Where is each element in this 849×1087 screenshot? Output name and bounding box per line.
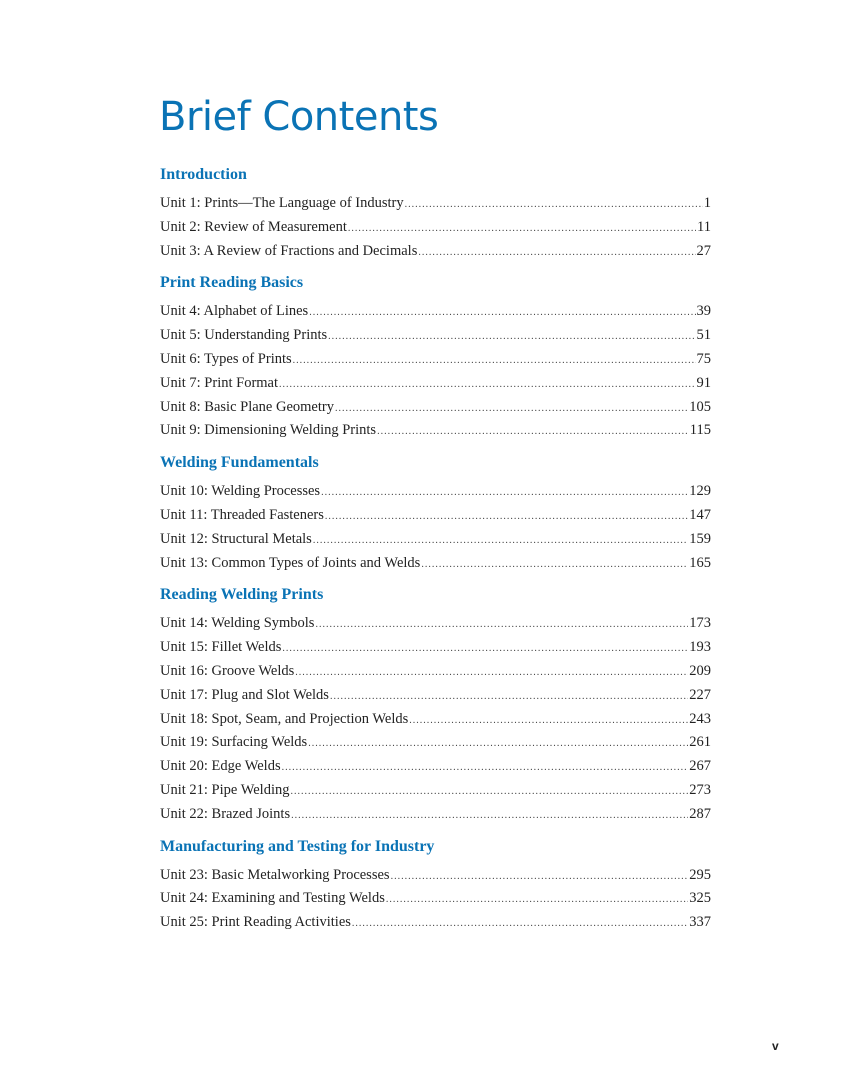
- toc-entry[interactable]: [160, 709, 711, 733]
- toc-entry-list: [160, 301, 711, 444]
- toc-entry-title: Unit 25: Print Reading Activities: [160, 914, 351, 931]
- toc-entry-title: Unit 13: Common Types of Joints and Welds: [160, 554, 421, 571]
- toc-entry-list: [160, 481, 711, 576]
- toc-entry[interactable]: [160, 661, 711, 685]
- section-heading: Introduction: [160, 166, 247, 183]
- toc-section: [160, 585, 711, 827]
- toc-entry-page-number: 39: [696, 303, 711, 320]
- dot-leader: [328, 327, 695, 347]
- toc-entry-title: Unit 2: Review of Measurement: [160, 218, 347, 235]
- toc-entry-page-number: 1: [703, 195, 711, 211]
- toc-entry-title: Unit 3: A Review of Fractions and Decimals: [160, 242, 418, 259]
- section-heading: Welding Fundamentals: [160, 454, 319, 472]
- dot-leader: [313, 531, 688, 551]
- toc-entry[interactable]: [160, 217, 711, 241]
- toc-entry-page-number: 91: [696, 374, 711, 391]
- toc-entry-title: Unit 7: Print Format: [160, 374, 279, 391]
- dot-leader: [409, 711, 688, 731]
- toc-entry-page-number: 243: [689, 710, 711, 727]
- toc-entry-page-number: 147: [689, 506, 711, 523]
- toc-entry-title: Unit 5: Understanding Prints: [160, 327, 328, 344]
- toc-entry[interactable]: [160, 349, 711, 373]
- toc-entry-page-number: 261: [689, 734, 711, 751]
- toc-entry-title: Unit 12: Structural Metals: [160, 530, 312, 547]
- dot-leader: [309, 303, 695, 323]
- toc-entry-title: Unit 18: Spot, Seam, and Projection Welds: [160, 710, 409, 727]
- dot-leader: [291, 806, 688, 826]
- toc-entry-page-number: 159: [689, 530, 711, 547]
- dot-leader: [421, 555, 688, 575]
- dot-leader: [295, 663, 688, 683]
- toc-entry-title: Unit 8: Basic Plane Geometry: [160, 398, 334, 415]
- toc-section: [160, 453, 711, 576]
- toc-entry-title: Unit 15: Fillet Welds: [160, 639, 282, 656]
- dot-leader: [348, 219, 696, 239]
- toc-entry[interactable]: [160, 685, 711, 709]
- toc-entry[interactable]: [160, 301, 711, 325]
- toc-entry-page-number: 129: [689, 483, 711, 500]
- dot-leader: [352, 914, 688, 934]
- toc-entry-page-number: 75: [696, 350, 711, 367]
- dot-leader: [405, 195, 703, 215]
- toc-entry[interactable]: [160, 780, 711, 804]
- toc-entry-title: Unit 6: Types of Prints: [160, 350, 292, 367]
- toc-entry[interactable]: [160, 325, 711, 349]
- toc-entry[interactable]: [160, 756, 711, 780]
- dot-leader: [282, 639, 688, 659]
- toc-entry-page-number: 337: [689, 914, 711, 931]
- toc-entry[interactable]: [160, 732, 711, 756]
- toc-entry[interactable]: [160, 865, 711, 889]
- dot-leader: [391, 867, 689, 887]
- toc-entry-title: Unit 10: Welding Processes: [160, 483, 321, 500]
- toc-entry-title: Unit 1: Prints—The Language of Industry: [160, 195, 404, 211]
- toc-entry-page-number: 193: [689, 639, 711, 656]
- table-of-contents: [160, 165, 711, 936]
- toc-entry-page-number: 267: [689, 758, 711, 775]
- toc-entry-title: Unit 19: Surfacing Welds: [160, 734, 308, 751]
- toc-entry-title: Unit 14: Welding Symbols: [160, 615, 315, 632]
- dot-leader: [290, 782, 688, 802]
- toc-section: [160, 837, 711, 936]
- toc-entry-page-number: 11: [697, 218, 711, 235]
- section-heading: Manufacturing and Testing for Industry: [160, 837, 435, 855]
- toc-entry-title: Unit 24: Examining and Testing Welds: [160, 890, 385, 907]
- dot-leader: [293, 351, 696, 371]
- toc-entry-title: Unit 9: Dimensioning Welding Prints: [160, 422, 377, 439]
- toc-entry-title: Unit 11: Threaded Fasteners: [160, 506, 324, 523]
- toc-entry[interactable]: [160, 553, 711, 577]
- toc-entry[interactable]: [160, 241, 711, 265]
- toc-entry-page-number: 165: [689, 554, 711, 571]
- toc-section: [160, 273, 711, 444]
- dot-leader: [330, 687, 688, 707]
- dot-leader: [325, 507, 688, 527]
- toc-entry-page-number: 209: [689, 662, 711, 679]
- dot-leader: [315, 615, 688, 635]
- toc-entry-title: Unit 16: Groove Welds: [160, 662, 295, 679]
- dot-leader: [418, 243, 695, 263]
- toc-entry-title: Unit 22: Brazed Joints: [160, 805, 291, 822]
- toc-entry[interactable]: [160, 912, 711, 936]
- toc-entry-title: Unit 20: Edge Welds: [160, 758, 281, 775]
- toc-entry-list: [160, 865, 711, 936]
- toc-entry[interactable]: [160, 804, 711, 828]
- dot-leader: [377, 422, 689, 442]
- page-title: Brief Contents: [159, 94, 439, 140]
- toc-entry-title: Unit 21: Pipe Welding: [160, 781, 290, 798]
- toc-entry-page-number: 227: [689, 686, 711, 703]
- toc-entry[interactable]: [160, 529, 711, 553]
- toc-entry-list: [160, 193, 711, 264]
- toc-entry-title: Unit 17: Plug and Slot Welds: [160, 686, 329, 703]
- toc-entry[interactable]: [160, 481, 711, 505]
- dot-leader: [308, 734, 688, 754]
- toc-entry-title: Unit 4: Alphabet of Lines: [160, 303, 309, 320]
- section-heading: Print Reading Basics: [160, 274, 304, 292]
- dot-leader: [321, 483, 688, 503]
- toc-entry-page-number: 325: [689, 890, 711, 907]
- toc-entry-page-number: 273: [689, 781, 711, 798]
- toc-entry-page-number: 173: [689, 615, 711, 632]
- section-heading: Reading Welding Prints: [160, 586, 324, 604]
- toc-entry[interactable]: [160, 888, 711, 912]
- toc-entry-page-number: 51: [696, 327, 711, 344]
- toc-entry[interactable]: [160, 373, 711, 397]
- toc-entry-list: [160, 613, 711, 827]
- toc-entry[interactable]: [160, 420, 711, 444]
- toc-entry-title: Unit 23: Basic Metalworking Processes: [160, 866, 390, 883]
- page-number: v: [772, 1039, 779, 1053]
- dot-leader: [335, 399, 688, 419]
- toc-entry-page-number: 27: [696, 242, 711, 259]
- toc-entry[interactable]: [160, 397, 711, 421]
- toc-entry[interactable]: [160, 505, 711, 529]
- dot-leader: [279, 375, 695, 395]
- toc-entry-page-number: 115: [689, 422, 711, 439]
- toc-entry[interactable]: [160, 193, 711, 217]
- toc-entry[interactable]: [160, 613, 711, 637]
- toc-entry-page-number: 105: [689, 398, 711, 415]
- toc-entry-page-number: 295: [689, 866, 711, 883]
- toc-section: [160, 165, 711, 264]
- dot-leader: [282, 758, 689, 778]
- dot-leader: [386, 890, 688, 910]
- toc-entry[interactable]: [160, 637, 711, 661]
- toc-entry-page-number: 287: [689, 805, 711, 822]
